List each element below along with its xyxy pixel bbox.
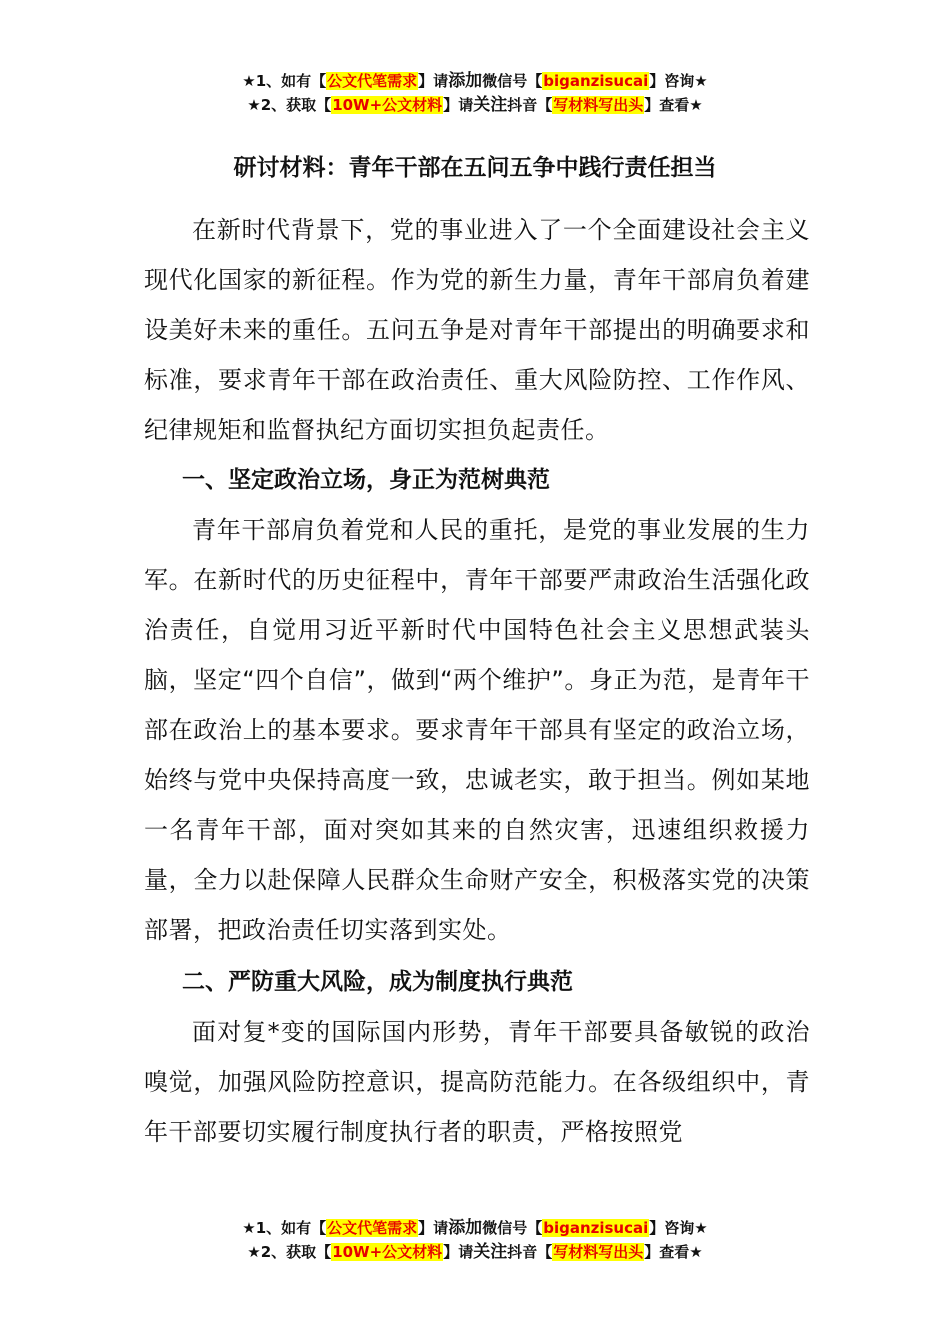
promo-text: 】查看★ <box>644 1243 703 1261</box>
promo-text: ★1、如有【 <box>242 1219 327 1237</box>
promo-text: ★2、获取【 <box>247 1243 332 1261</box>
section-2-heading: 二、严防重大风险，成为制度执行典范 <box>182 969 573 995</box>
promo-text: ★2、获取【 <box>247 96 332 114</box>
promo-highlight: biganzisucai <box>543 72 649 90</box>
promo-highlight: 公文代笔需求 <box>327 1219 418 1237</box>
promo-emphasis: 添加 <box>448 1218 483 1238</box>
promo-emphasis: 关注 <box>473 95 508 115</box>
promo-text: 】请 <box>418 1219 449 1237</box>
promo-text: 微信号【 <box>482 72 543 90</box>
promo-line-1 <box>0 1216 950 1240</box>
promo-text: 抖音【 <box>507 96 553 114</box>
promo-line-2 <box>0 93 950 117</box>
section-1-heading: 一、坚定政治立场，身正为范树典范 <box>182 467 550 493</box>
section-2-paragraph: 面对复*变的国际国内形势，青年干部要具备敏锐的政治嗅觉，加强风险防控意识，提高防范能力。在各级组织中，青年干部要切实履行制度执行者的职责，严格按照党 <box>144 1018 810 1146</box>
promo-banner-top <box>0 69 950 117</box>
promo-highlight: biganzisucai <box>543 1219 649 1237</box>
promo-banner-bottom <box>0 1216 950 1264</box>
document-title: 研讨材料：青年干部在五问五争中践行责任担当 <box>233 155 717 181</box>
promo-text: 】请 <box>443 96 474 114</box>
promo-text: 】咨询★ <box>649 72 708 90</box>
promo-text: ★1、如有【 <box>242 72 327 90</box>
document-body <box>144 205 810 1157</box>
promo-text: 】请 <box>418 72 449 90</box>
promo-highlight: 公文代笔需求 <box>327 72 418 90</box>
promo-line-2 <box>0 1240 950 1264</box>
intro-paragraph: 在新时代背景下，党的事业进入了一个全面建设社会主义现代化国家的新征程。作为党的新生力量，青年干部肩负着建设美好未来的重任。五问五争是对青年干部提出的明确要求和标准，要求青年干部在政治责任、重大风险防控、工作作风、纪律规矩和监督执纪方面切实担负起责任。 <box>144 216 810 444</box>
promo-highlight: 写材料写出头 <box>553 96 644 114</box>
promo-text: 微信号【 <box>482 1219 543 1237</box>
promo-emphasis: 关注 <box>473 1242 508 1262</box>
promo-highlight: 写材料写出头 <box>553 1243 644 1261</box>
promo-text: 】查看★ <box>644 96 703 114</box>
section-1-paragraph: 青年干部肩负着党和人民的重托，是党的事业发展的生力军。在新时代的历史征程中，青年干部要严肃政治生活强化政治责任，自觉用习近平新时代中国特色社会主义思想武装头脑，坚定“四个自信”，做到“两个维护”。身正为范，是青年干部在政治上的基本要求。要求青年干部具有坚定的政治立场，始终与党中央保持高度一致，忠诚老实，敢于担当。例如某地一名青年干部，面对突如其来的自然灾害，迅速组织救援力量，全力以赴保障人民群众生命财产安全，积极落实党的决策部署，把政治责任切实落到实处。 <box>144 516 810 944</box>
promo-highlight: 10W+公文材料 <box>332 1243 443 1261</box>
promo-line-1 <box>0 69 950 93</box>
promo-emphasis: 添加 <box>448 71 483 91</box>
promo-text: 】咨询★ <box>649 1219 708 1237</box>
promo-text: 抖音【 <box>507 1243 553 1261</box>
promo-text: 】请 <box>443 1243 474 1261</box>
promo-highlight: 10W+公文材料 <box>332 96 443 114</box>
